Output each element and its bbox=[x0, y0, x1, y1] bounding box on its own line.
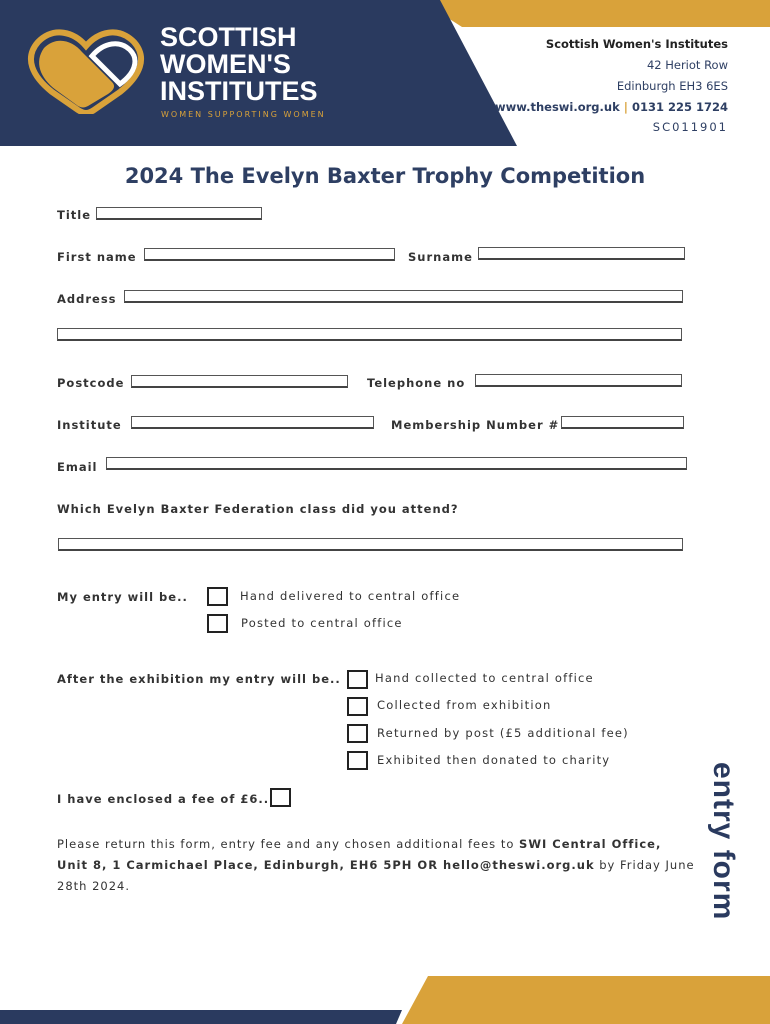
federation-question: Which Evelyn Baxter Federation class did you attend? bbox=[57, 502, 459, 516]
checkbox-collected-exhibition[interactable] bbox=[347, 697, 368, 716]
option-hand-delivered: Hand delivered to central office bbox=[240, 589, 461, 603]
option-returned-post: Returned by post (£5 additional fee) bbox=[377, 726, 629, 740]
address-org-name: Scottish Women's Institutes bbox=[545, 37, 728, 51]
checkbox-posted[interactable] bbox=[207, 614, 228, 633]
checkbox-hand-delivered[interactable] bbox=[207, 587, 228, 606]
entry-question: My entry will be.. bbox=[57, 590, 188, 604]
swi-heart-logo-icon bbox=[22, 24, 152, 114]
address-street: 42 Heriot Row bbox=[646, 58, 728, 72]
first-name-field[interactable] bbox=[144, 248, 395, 261]
membership-label: Membership Number # bbox=[391, 418, 560, 432]
address-city: Edinburgh EH3 6ES bbox=[616, 79, 728, 93]
address-field-1[interactable] bbox=[124, 290, 683, 303]
footer-background bbox=[0, 970, 770, 1024]
website-link[interactable]: www.theswi.org.uk bbox=[494, 100, 620, 114]
email-label: Email bbox=[57, 460, 98, 474]
address-field-2[interactable] bbox=[57, 328, 682, 341]
return-address: SWI Central Office, Unit 8, 1 Carmichael Place, Edinburgh, EH6 5PH OR hello@theswi.org.uk bbox=[57, 837, 662, 872]
charity-number: SC011901 bbox=[652, 120, 728, 134]
surname-field[interactable] bbox=[478, 247, 685, 260]
form-title: 2024 The Evelyn Baxter Trophy Competition bbox=[124, 164, 646, 188]
email-field[interactable] bbox=[106, 457, 687, 470]
checkbox-donated-charity[interactable] bbox=[347, 751, 368, 770]
title-field[interactable] bbox=[96, 207, 262, 220]
surname-label: Surname bbox=[408, 250, 473, 264]
phone-number: 0131 225 1724 bbox=[631, 100, 728, 114]
institute-field[interactable] bbox=[131, 416, 374, 429]
postcode-label: Postcode bbox=[57, 376, 125, 390]
after-question: After the exhibition my entry will be.. bbox=[57, 672, 341, 686]
institute-label: Institute bbox=[57, 418, 122, 432]
entry-form-side-label: entry form bbox=[707, 762, 740, 921]
telephone-field[interactable] bbox=[475, 374, 682, 387]
checkbox-fee-enclosed[interactable] bbox=[270, 788, 291, 807]
checkbox-returned-post[interactable] bbox=[347, 724, 368, 743]
fee-question: I have enclosed a fee of £6.. bbox=[57, 792, 270, 806]
checkbox-hand-collected[interactable] bbox=[347, 670, 368, 689]
federation-field[interactable] bbox=[58, 538, 683, 551]
separator: | bbox=[623, 100, 628, 114]
option-donated-charity: Exhibited then donated to charity bbox=[377, 753, 611, 767]
address-label: Address bbox=[57, 292, 117, 306]
return-text-start: Please return this form, entry fee and any chosen additional fees to bbox=[57, 837, 520, 851]
org-name-line3: INSTITUTES bbox=[160, 76, 318, 106]
option-hand-collected: Hand collected to central office bbox=[375, 671, 594, 685]
option-posted: Posted to central office bbox=[241, 616, 403, 630]
option-collected-exhibition: Collected from exhibition bbox=[377, 698, 552, 712]
org-name-line2: WOMEN'S bbox=[160, 49, 291, 79]
membership-field[interactable] bbox=[561, 416, 684, 429]
return-instructions bbox=[57, 834, 697, 897]
return-deadline: by Friday June 28th 2024. bbox=[57, 858, 695, 893]
contact-line bbox=[495, 100, 728, 114]
org-name bbox=[160, 24, 318, 105]
telephone-label: Telephone no bbox=[367, 376, 466, 390]
title-label: Title bbox=[57, 208, 92, 222]
postcode-field[interactable] bbox=[131, 375, 348, 388]
org-name-line1: SCOTTISH bbox=[160, 22, 297, 52]
first-name-label: First name bbox=[57, 250, 137, 264]
tagline: WOMEN SUPPORTING WOMEN bbox=[161, 110, 326, 119]
